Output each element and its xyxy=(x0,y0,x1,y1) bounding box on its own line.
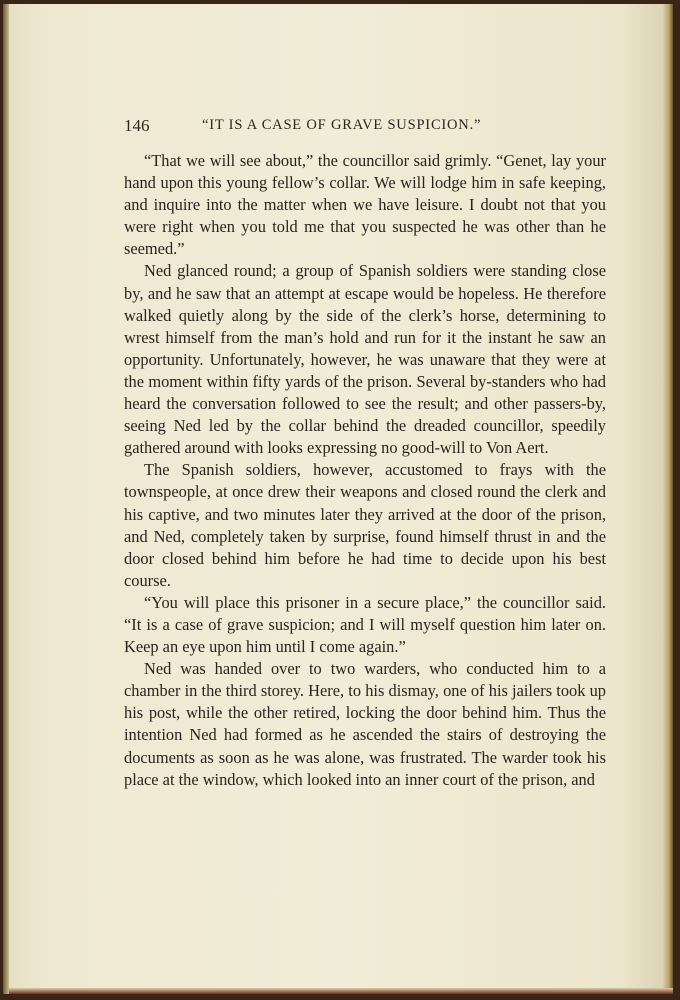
page-header xyxy=(124,116,606,138)
paragraph: Ned glanced round; a group of Spanish soldiers were standing close by, and he saw that an attempt at escape would be hopeless. He therefore walked quietly along by the side of the clerk’s horse, determining to wrest himself from the man’s hold and run for it the instant he saw an opportunity. Unfortunately, however, he was unaware that they were at the moment within fifty yards of the prison. Several by-standers who had heard the conversation followed to see the result; and other passers-by, seeing Ned led by the collar behind the dreaded councillor, speedily gathered around with looks expressing no good-will to Von Aert. xyxy=(124,261,606,458)
paragraph: The Spanish soldiers, however, accustomed to frays with the townspeople, at once drew their weapons and closed round the clerk and his captive, and two minutes later they arrived at the door of the prison, and Ned, completely taken by surprise, found himself thrust in and the door closed behind him before he had time to decide upon his best course. xyxy=(124,460,606,590)
page-fore-edge xyxy=(663,4,673,994)
paragraph: “That we will see about,” the councillor said grimly. “Genet, lay your hand upon this young fellow’s collar. We will lodge him in safe keeping, and inquire into the matter when we have leisure. I doubt not that you were right when you told me that you suspected he was other than he seemed.” xyxy=(124,151,606,259)
page-bottom-edge xyxy=(9,988,673,994)
running-title: “IT IS A CASE OF GRAVE SUSPICION.” xyxy=(202,117,482,133)
body-text xyxy=(124,150,606,791)
paragraph: Ned was handed over to two warders, who conducted him to a chamber in the third storey. Here, to his dismay, one of his jailers took up his post, while the other retired, locking the door behind him. Thus the intention Ned had formed as he ascended the stairs of destroying the documents as soon as he was alone, was frustrated. The warder took his place at the window, which looked into an inner court of the prison, and xyxy=(124,659,606,789)
page-binding-edge xyxy=(3,4,9,994)
page-number: 146 xyxy=(124,116,150,135)
paragraph: “You will place this prisoner in a secure place,” the councillor said. “It is a case of grave suspicion; and I will myself question him later on. Keep an eye upon him until I come again.” xyxy=(124,592,606,657)
